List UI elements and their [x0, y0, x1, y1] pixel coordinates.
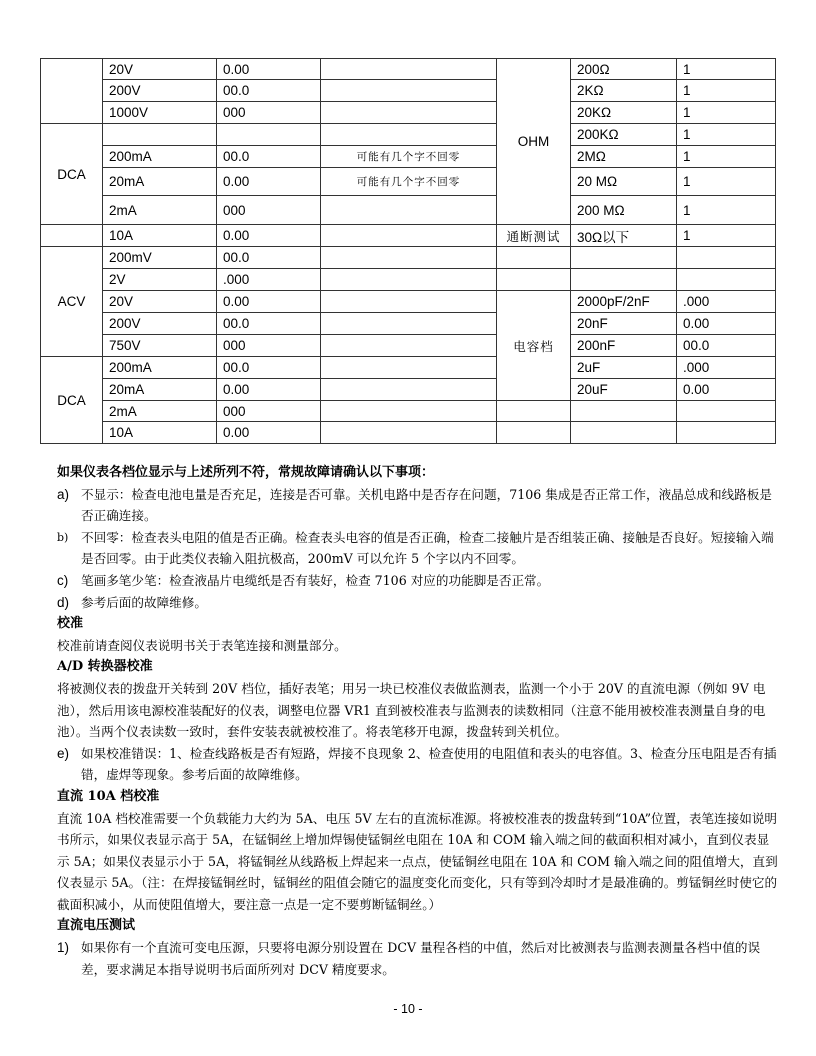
- reading-cell: 00.0: [217, 313, 321, 335]
- range-cell: 20mA: [103, 379, 217, 401]
- ad-item-e: [57, 743, 779, 786]
- reading-cell: 0.00: [217, 168, 321, 196]
- range-cell: 20KΩ: [571, 102, 677, 124]
- function-group-cell: 电容档: [497, 291, 571, 401]
- reading-cell: 1: [677, 102, 776, 124]
- list-text: 不回零：检查表头电阻的值是否正确。检查表头电容的值是否正确，检查二接触片是否组装正确、接触是否良好。短接输入端是否回零。由于此类仪表输入阻抗极高，200mV 可以允许 5 个字以内不回零。: [81, 529, 774, 567]
- ad-heading: A/D 转换器校准: [57, 659, 153, 675]
- reading-cell: 1: [677, 225, 776, 247]
- table-row: [41, 379, 776, 401]
- note-cell: [321, 335, 497, 357]
- function-group-cell: [41, 225, 103, 247]
- table-row: [41, 80, 776, 102]
- reading-cell: 0.00: [217, 379, 321, 401]
- function-group-cell: [497, 401, 571, 422]
- range-cell: 200mV: [103, 247, 217, 269]
- dcv-heading: 直流电压测试: [57, 918, 136, 934]
- range-cell: [571, 269, 677, 291]
- reading-cell: 0.00: [677, 379, 776, 401]
- page-number: - 10 -: [393, 1002, 423, 1016]
- list-text: 参考后面的故障维修。: [81, 594, 207, 610]
- table-row: [41, 225, 776, 247]
- dcv-item-1: [57, 937, 779, 980]
- reading-cell: 00.0: [217, 146, 321, 168]
- note-cell: 可能有几个字不回零: [321, 168, 497, 196]
- list-text: 笔画多笔少笔：检查液晶片电缆纸是否有装好，检查 7106 对应的功能脚是否正常。: [81, 572, 550, 588]
- range-cell: 20V: [103, 291, 217, 313]
- note-cell: [321, 225, 497, 247]
- calibration-intro: 校准前请查阅仪表说明书关于表笔连接和测量部分。: [57, 637, 347, 653]
- trouble-item-c: [57, 570, 779, 592]
- reading-cell: .000: [677, 291, 776, 313]
- reading-cell: 000: [217, 335, 321, 357]
- trouble-item-a: [57, 484, 779, 527]
- range-cell: 200mA: [103, 357, 217, 379]
- list-text: 如果你有一个直流可变电压源，只要将电源分别设置在 DCV 量程各档的中值，然后对比被测表与监测表测量各档中值的误差，要求满足本指导说明书后面所列对 DCV 精度要求。: [81, 940, 761, 977]
- reading-cell: 0.00: [217, 225, 321, 247]
- reading-cell: [677, 401, 776, 422]
- reading-cell: 00.0: [217, 247, 321, 269]
- range-cell: 200V: [103, 80, 217, 102]
- note-cell: [321, 196, 497, 225]
- range-cell: [571, 401, 677, 422]
- range-cell: 20 MΩ: [571, 168, 677, 196]
- note-cell: [321, 102, 497, 124]
- trouble-item-b: [57, 527, 779, 570]
- list-marker: b): [57, 530, 69, 544]
- reading-cell: 1: [677, 196, 776, 225]
- note-cell: [321, 357, 497, 379]
- range-cell: 750V: [103, 335, 217, 357]
- table-row: [41, 401, 776, 422]
- table-row: [41, 196, 776, 225]
- reading-cell: [677, 422, 776, 444]
- range-cell: 200mA: [103, 146, 217, 168]
- trouble-item-d: [57, 592, 779, 614]
- table-row: [41, 59, 776, 80]
- range-cell: 2uF: [571, 357, 677, 379]
- range-cell: 200nF: [571, 335, 677, 357]
- list-text: 不显示：检查电池电量是否充足，连接是否可靠。关机电路中是否存在问题，7106 集成是否正常工作，液晶总成和线路板是否正确连接。: [81, 486, 772, 524]
- dc10a-heading: 直流 10A 档校准: [57, 788, 160, 804]
- range-cell: 2KΩ: [571, 80, 677, 102]
- table-row: [41, 291, 776, 313]
- table-row: [41, 422, 776, 444]
- list-text: 如果校准错误：1、检查线路板是否有短路，焊接不良现象 2、检查使用的电阻值和表头的电容值。3、检查分压电阻是否有插错，虚焊等现象。参考后面的故障维修。: [81, 745, 777, 783]
- note-cell: [321, 269, 497, 291]
- list-marker: d): [57, 594, 70, 610]
- dc10a-body: 直流 10A 档校准需要一个负载能力大约为 5A、电压 5V 左右的直流标准源。将被校准表的拨盘转到“10A”位置，表笔连接如说明书所示，如果仪表显示高于 5A，在锰铜丝上增加焊锡使锰铜丝电阻在 10A 和 COM 输入端之间的截面积相对减小，直到仪表显示 5A；如果仪表显示小于 5A，将锰铜丝从线路板上焊起来一点点，使锰铜丝电阻在 10A 和 COM 输入端之间的阻值增大，直到仪表显示 5A。（注：在焊接锰铜丝时，锰铜丝的阻值会随它的温度变化而变化，只有等到冷却时才是最准确的。剪锰铜丝时使它的截面积减小，从而使阻值增大，要注意一点是一定不要剪断锰铜丝。）: [57, 810, 778, 912]
- reading-cell: 0.00: [217, 291, 321, 313]
- list-marker: a): [57, 486, 70, 502]
- range-cell: 200V: [103, 313, 217, 335]
- reading-cell: .000: [677, 357, 776, 379]
- reading-cell: 000: [217, 196, 321, 225]
- function-group-cell: DCA: [41, 357, 103, 444]
- range-cell: 10A: [103, 225, 217, 247]
- range-cell: [103, 124, 217, 146]
- document-body: [57, 462, 779, 980]
- range-cell: 1000V: [103, 102, 217, 124]
- reading-cell: [677, 247, 776, 269]
- reading-cell: 000: [217, 401, 321, 422]
- reading-cell: 0.00: [677, 313, 776, 335]
- function-group-cell: [497, 269, 571, 291]
- function-group-cell: [41, 59, 103, 124]
- function-group-cell: OHM: [497, 59, 571, 225]
- range-cell: 20nF: [571, 313, 677, 335]
- table-row: [41, 247, 776, 269]
- reading-cell: .000: [217, 269, 321, 291]
- reading-cell: 0.00: [217, 422, 321, 444]
- note-cell: [321, 401, 497, 422]
- table-row: [41, 313, 776, 335]
- table-row: [41, 146, 776, 168]
- reading-cell: 1: [677, 80, 776, 102]
- table-row: [41, 124, 776, 146]
- note-cell: 可能有几个字不回零: [321, 146, 497, 168]
- note-cell: [321, 379, 497, 401]
- reading-cell: [217, 124, 321, 146]
- range-cell: 2MΩ: [571, 146, 677, 168]
- trouble-heading: 如果仪表各档位显示与上述所列不符，常规故障请确认以下事项：: [57, 465, 435, 480]
- list-marker: e): [57, 745, 70, 761]
- range-cell: 2mA: [103, 401, 217, 422]
- note-cell: [321, 124, 497, 146]
- reading-cell: 000: [217, 102, 321, 124]
- range-cell: 2mA: [103, 196, 217, 225]
- range-cell: 20mA: [103, 168, 217, 196]
- ad-body: 将被测仪表的拨盘开关转到 20V 档位，插好表笔；用另一块已校准仪表做监测表，监测一个小于 20V 的直流电源（例如 9V 电池），然后用该电源校准装配好的仪表，调整电位器 VR1 直到被校准表与监测表的读数相同（注意不能用被校准表测量自身的电池）。当两个仪表读数一致时，套件安装表就被校准了。将表笔移开电源，拨盘转到关机位。: [57, 680, 766, 740]
- range-cell: 2V: [103, 269, 217, 291]
- reading-cell: [677, 269, 776, 291]
- range-cell: 200Ω: [571, 59, 677, 80]
- range-cell: 20V: [103, 59, 217, 80]
- reading-cell: 0.00: [217, 59, 321, 80]
- function-group-cell: [497, 247, 571, 269]
- reading-cell: 1: [677, 124, 776, 146]
- table-row: [41, 269, 776, 291]
- range-cell: 200 MΩ: [571, 196, 677, 225]
- reading-cell: 1: [677, 146, 776, 168]
- note-cell: [321, 313, 497, 335]
- table-row: [41, 168, 776, 196]
- reading-cell: 1: [677, 59, 776, 80]
- range-cell: 2000pF/2nF: [571, 291, 677, 313]
- list-marker: c): [57, 572, 69, 588]
- note-cell: [321, 422, 497, 444]
- note-cell: [321, 59, 497, 80]
- table-row: [41, 102, 776, 124]
- note-cell: [321, 247, 497, 269]
- function-group-cell: [497, 422, 571, 444]
- list-marker: 1): [57, 940, 70, 956]
- note-cell: [321, 291, 497, 313]
- reading-cell: 1: [677, 168, 776, 196]
- calibration-heading: 校准: [57, 616, 84, 632]
- table-row: [41, 335, 776, 357]
- function-group-cell: ACV: [41, 247, 103, 357]
- reading-cell: 00.0: [217, 357, 321, 379]
- function-group-cell: 通断测试: [497, 225, 571, 247]
- function-group-cell: DCA: [41, 124, 103, 225]
- range-cell: 200KΩ: [571, 124, 677, 146]
- range-cell: 30Ω以下: [571, 225, 677, 247]
- range-cell: 10A: [103, 422, 217, 444]
- reading-cell: 00.0: [677, 335, 776, 357]
- range-cell: [571, 422, 677, 444]
- reading-cell: 00.0: [217, 80, 321, 102]
- table-row: [41, 357, 776, 379]
- spec-table: [40, 58, 776, 444]
- range-cell: 20uF: [571, 379, 677, 401]
- note-cell: [321, 80, 497, 102]
- range-cell: [571, 247, 677, 269]
